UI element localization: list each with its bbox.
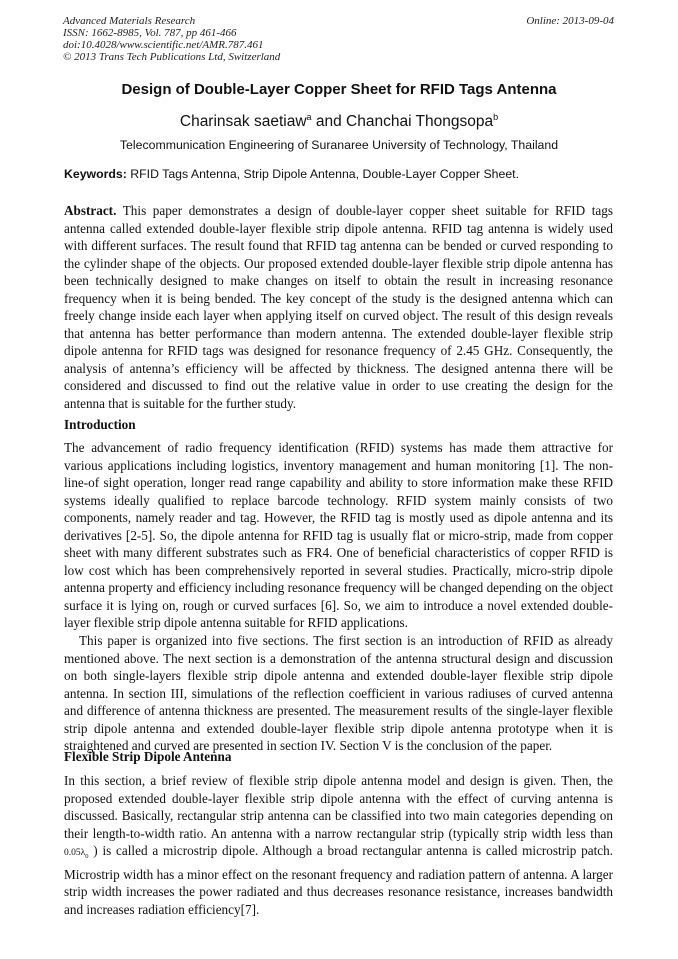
text-run: ) is called a microstrip dipole. Although a broad rectangular antenna is called microstrip patch. Microstrip width has a minor effect on the resonant frequency and radiation pattern of antenna. A larger strip width increases the power radiated and thus decreases resonance resistance, increases bandwidth and increases radiation efficiency[7]. (64, 843, 613, 917)
journal-header (63, 15, 280, 63)
paper-title: Design of Double-Layer Copper Sheet for RFID Tags Antenna (121, 81, 557, 98)
author-2: Chanchai Thongsopa (346, 113, 494, 130)
flexible-strip-body (64, 772, 613, 918)
author-1: Charinsak saetiaw (179, 113, 307, 130)
author-list (0, 113, 678, 131)
keywords-text: RFID Tags Antenna, Strip Dipole Antenna, Double-Layer Copper Sheet. (126, 167, 520, 181)
abstract-label: Abstract. (64, 203, 117, 218)
symbol-subscript: 0 (85, 853, 89, 861)
section-heading-flexible-strip: Flexible Strip Dipole Antenna (64, 749, 232, 764)
issn-line: ISSN: 1662-8985, Vol. 787, pp 461-466 (63, 27, 237, 39)
abstract (64, 202, 613, 413)
section-heading-introduction: Introduction (64, 417, 136, 432)
paragraph (64, 772, 613, 918)
online-date: Online: 2013-09-04 (526, 15, 614, 27)
keywords-label: Keywords: (64, 167, 127, 181)
symbol-text: 0.05λ (64, 848, 86, 859)
author-conjunction: and (311, 113, 347, 130)
doi-line: doi:10.4028/www.scientific.net/AMR.787.461 (63, 39, 264, 51)
paragraph: The advancement of radio frequency identification (RFID) systems has made them attractive for various applications including logistics, inventory management and human monitoring [1]. The non-line-of sight operation, longer read range capability and ability to store information make these RFID systems ideally qualified to replace barcode technology. RFID system mainly consists of two components, namely reader and tag. However, the RFID tag is mostly used as dipole antenna and its derivatives [2-5]. So, the dipole antenna for RFID tag is usually flat or micro-strip, made from copper sheet with many different substrates such as FR4. One of beneficial characteristics of copper RFID is low cost which has been comprehensively reported in several studies. Practically, micro-strip dipole antenna property and efficiency including resonance frequency will be changed depending on the object surface it is lying on, rough or curved surfaces [6]. So, we aim to introduce a novel extended double-layer flexible strip dipole antenna suitable for RFID applications. (64, 440, 613, 631)
affiliation: Telecommunication Engineering of Suranaree University of Technology, Thailand (119, 138, 559, 152)
abstract-text: This paper demonstrates a design of double-layer copper sheet suitable for RFID tags antenna called extended double-layer flexible strip dipole antenna. RFID tag antenna is widely used with different surfaces. The result found that RFID tag antenna can be bended or curved responding to the cylinder shape of the objects. Our proposed extended double-layer flexible strip dipole antenna has been technically designed to make changes on itself to obtain the result in increasing resonance frequency when it is being bended. The key concept of the study is the designed antenna which can freely change inside each layer when applying itself on curved object. The result of this design reveals that antenna has better performance than modern antenna. The extended double-layer flexible strip dipole antenna for RFID tags was designed for resonance frequency of 2.45 GHz. Consequently, the analysis of antenna’s efficiency will be affected by thickness. The designed antenna there will be considered and discussed to find out the relative value in order to use creating the design for the antenna that is suitable for the further study. (64, 203, 613, 412)
copyright-line: © 2013 Trans Tech Publications Ltd, Switzerland (63, 51, 281, 63)
journal-name: Advanced Materials Research (63, 15, 196, 27)
author-1-affil-mark: a (306, 112, 312, 122)
paragraph: This paper is organized into five sections. The first section is an introduction of RFID as already mentioned above. The next section is a demonstration of the antenna structural design and discussion on both single-layers flexible strip dipole antenna and extended double-layer flexible strip dipole antenna. In section III, simulations of the reflection coefficient in various radiuses of curved antenna and difference of antenna thickness are presented. The measurement results of the single-layer flexible strip dipole antenna and extended double-layer flexible strip dipole antenna prototype when it is straightened and curved are presented in section IV. Section V is the conclusion of the paper. (64, 633, 613, 754)
text-run: In this section, a brief review of flexible strip dipole antenna model and design is given. Then, the proposed extended double-layer flexible strip dipole antenna with the effect of curving antenna is discussed. Basically, rectangular strip antenna can be classified into two main categories depending on their length-to-width ratio. An antenna with a narrow rectangular strip (typically strip width less than (64, 773, 613, 841)
keywords (64, 167, 519, 181)
wavelength-symbol (64, 848, 89, 861)
introduction-body (64, 439, 613, 755)
author-2-affil-mark: b (493, 112, 499, 122)
